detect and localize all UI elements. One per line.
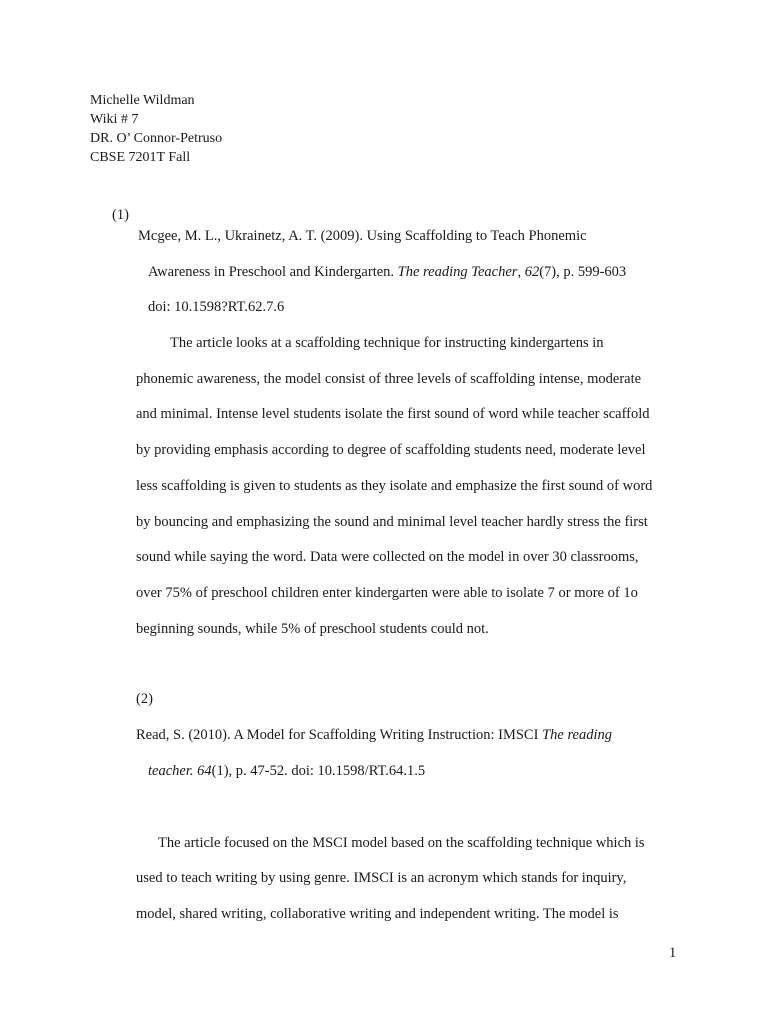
entry-number: (2) — [136, 691, 153, 707]
summary-line: by bouncing and emphasizing the sound and minimal level teacher hardly stress the first — [136, 514, 648, 530]
page-number: 1 — [669, 945, 677, 961]
citation-text: , — [517, 264, 525, 280]
citation-text: (1), p. 47-52. doi: 10.1598/RT.64.1.5 — [211, 763, 426, 779]
summary-line: over 75% of preschool children enter kindergarten were able to isolate 7 or more of 1o — [136, 585, 638, 601]
citation-text: Awareness in Preschool and Kindergarten. — [148, 264, 398, 280]
summary-line: beginning sounds, while 5% of preschool students could not. — [136, 621, 489, 637]
instructor-name: DR. O’ Connor-Petruso — [90, 131, 223, 146]
citation-line — [148, 263, 626, 281]
summary-line: by providing emphasis according to degree of scaffolding students need, moderate level — [136, 442, 646, 458]
summary-line: phonemic awareness, the model consist of three levels of scaffolding intense, moderate — [136, 371, 642, 387]
summary-line: model, shared writing, collaborative writing and independent writing. The model is — [136, 906, 619, 922]
journal-title: teacher. 64 — [148, 763, 212, 779]
journal-volume: 62 — [524, 264, 540, 280]
summary-line: The article looks at a scaffolding technique for instructing kindergartens in — [170, 335, 604, 351]
citation-line — [136, 726, 612, 744]
summary-line: used to teach writing by using genre. IMSCI is an acronym which stands for inquiry, — [136, 870, 627, 886]
citation-line — [148, 762, 425, 780]
summary-line: less scaffolding is given to students as they isolate and emphasize the first sound of word — [136, 478, 653, 494]
entry-number: (1) — [112, 207, 129, 223]
author-name: Michelle Wildman — [90, 93, 195, 108]
journal-title: The reading Teacher — [397, 264, 518, 280]
journal-title: The reading — [542, 727, 613, 743]
summary-line: and minimal. Intense level students isolate the first sound of word while teacher scaffold — [136, 406, 650, 422]
course-name: CBSE 7201T Fall — [90, 150, 191, 165]
citation-line: Mcgee, M. L., Ukrainetz, A. T. (2009). Using Scaffolding to Teach Phonemic — [138, 228, 587, 244]
citation-doi: doi: 10.1598?RT.62.7.6 — [148, 299, 285, 315]
summary-line: The article focused on the MSCI model based on the scaffolding technique which is — [158, 835, 645, 851]
citation-text: Read, S. (2010). A Model for Scaffolding Writing Instruction: IMSCI — [136, 727, 543, 743]
assignment-title: Wiki # 7 — [90, 112, 139, 127]
summary-line: sound while saying the word. Data were collected on the model in over 30 classrooms, — [136, 549, 639, 565]
citation-text: (7), p. 599-603 — [539, 264, 627, 280]
